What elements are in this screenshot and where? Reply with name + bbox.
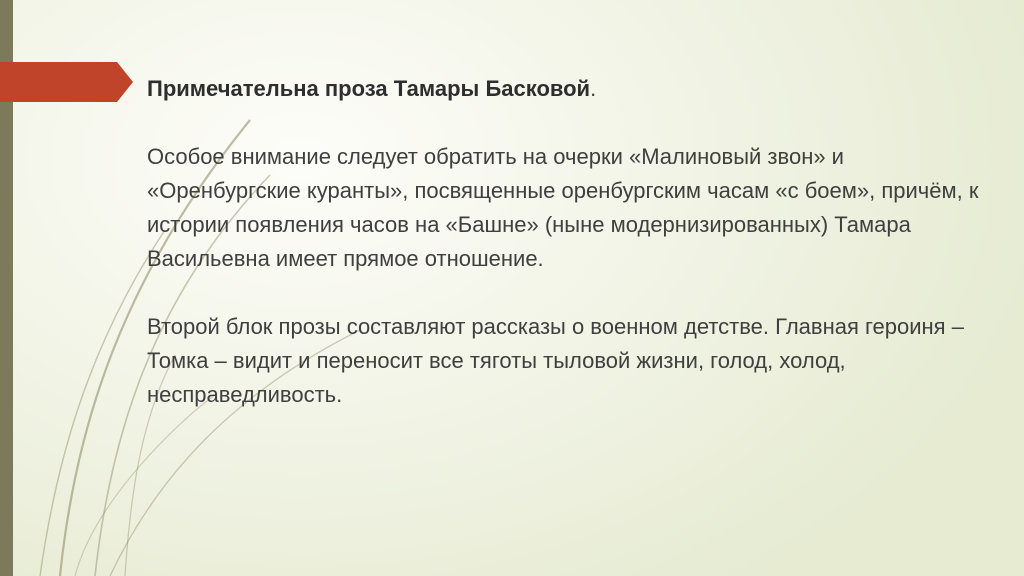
slide-content [147, 72, 987, 412]
accent-arrow [0, 62, 133, 102]
paragraph-stories: Второй блок прозы составляют рассказы о военном детстве. Главная героиня – Томка – видит и переносит все тяготы тыловой жизни, голод, холод, несправедливость. [147, 314, 964, 407]
slide-heading-trailing: . [590, 76, 597, 101]
grass-stroke [75, 395, 215, 576]
slide-heading-bold: Примечательна проза Тамары Басковой [147, 76, 591, 101]
slide-heading [147, 72, 987, 106]
paragraph-essays: Особое внимание следует обратить на очерки «Малиновый звон» и «Оренбургские куранты», посвященные оренбургским часам «с боем», причём, к истории появления часов на «Башне» (ныне модернизированных) Тамара Васильевна имеет прямое отношение. [147, 144, 979, 271]
